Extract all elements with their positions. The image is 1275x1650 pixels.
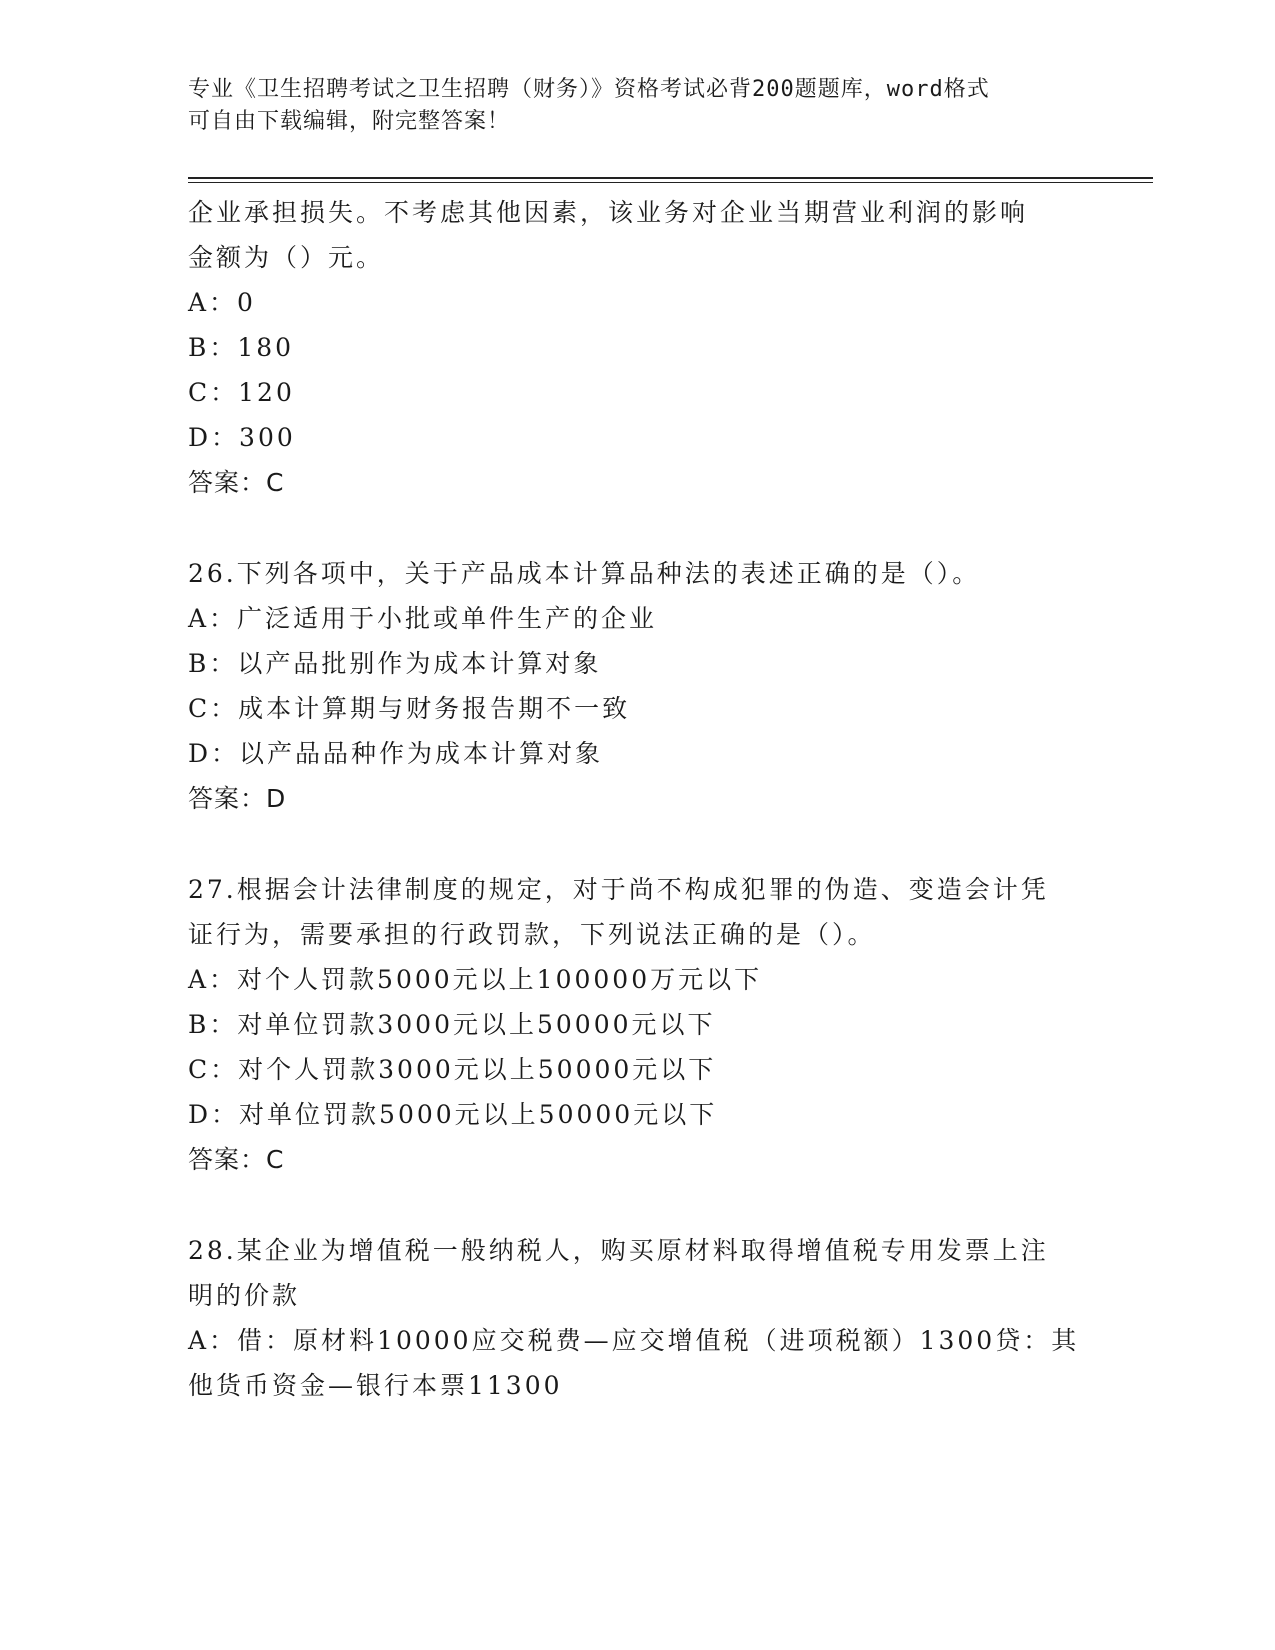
question-27 <box>188 867 1088 1182</box>
question-stem-line: 金额为（）元。 <box>188 243 385 272</box>
option-a-continued: 他货币资金—银行本票11300 <box>188 1371 563 1400</box>
option-b: B：对单位罚款3000元以上50000元以下 <box>188 1010 716 1039</box>
option-c: C：对个人罚款3000元以上50000元以下 <box>188 1055 717 1084</box>
option-c: C：成本计算期与财务报告期不一致 <box>188 694 631 723</box>
option-d: D：对单位罚款5000元以上50000元以下 <box>188 1100 718 1129</box>
question-26 <box>188 551 1088 821</box>
question-25 <box>188 190 1088 505</box>
option-b: B：以产品批别作为成本计算对象 <box>188 649 602 678</box>
question-stem-line: 企业承担损失。不考虑其他因素，该业务对企业当期营业利润的影响 <box>188 198 1029 227</box>
spacer <box>188 505 1088 551</box>
header-title-line-1: 专业《卫生招聘考试之卫生招聘（财务）》资格考试必背200题题库，word格式 <box>188 77 990 102</box>
option-d: D：以产品品种作为成本计算对象 <box>188 739 604 768</box>
option-c: C：120 <box>188 378 295 407</box>
question-stem-line: 明的价款 <box>188 1281 301 1310</box>
header-title-line-2: 可自由下载编辑，附完整答案！ <box>188 109 511 134</box>
document-header <box>188 74 1088 138</box>
option-a: A：借：原材料10000应交税费—应交增值税（进项税额）1300贷：其 <box>188 1326 1080 1355</box>
header-divider-bottom <box>188 182 1153 183</box>
answer-label: 答案：C <box>188 468 285 497</box>
option-b: B：180 <box>188 333 295 362</box>
question-28 <box>188 1228 1088 1408</box>
spacer <box>188 821 1088 867</box>
question-stem-line: 26.下列各项中，关于产品成本计算品种法的表述正确的是（）。 <box>188 559 981 588</box>
question-stem-line: 28.某企业为增值税一般纳税人，购买原材料取得增值税专用发票上注 <box>188 1236 1049 1265</box>
option-a: A：0 <box>188 288 256 317</box>
option-d: D：300 <box>188 423 296 452</box>
answer-label: 答案：C <box>188 1145 285 1174</box>
header-divider-top <box>188 177 1153 179</box>
answer-label: 答案：D <box>188 784 287 813</box>
spacer <box>188 1182 1088 1228</box>
question-stem-line: 27.根据会计法律制度的规定，对于尚不构成犯罪的伪造、变造会计凭 <box>188 875 1049 904</box>
question-content <box>188 190 1088 1408</box>
question-stem-line: 证行为，需要承担的行政罚款，下列说法正确的是（）。 <box>188 920 876 949</box>
option-a: A：对个人罚款5000元以上100000万元以下 <box>188 965 763 994</box>
option-a: A：广泛适用于小批或单件生产的企业 <box>188 604 658 633</box>
